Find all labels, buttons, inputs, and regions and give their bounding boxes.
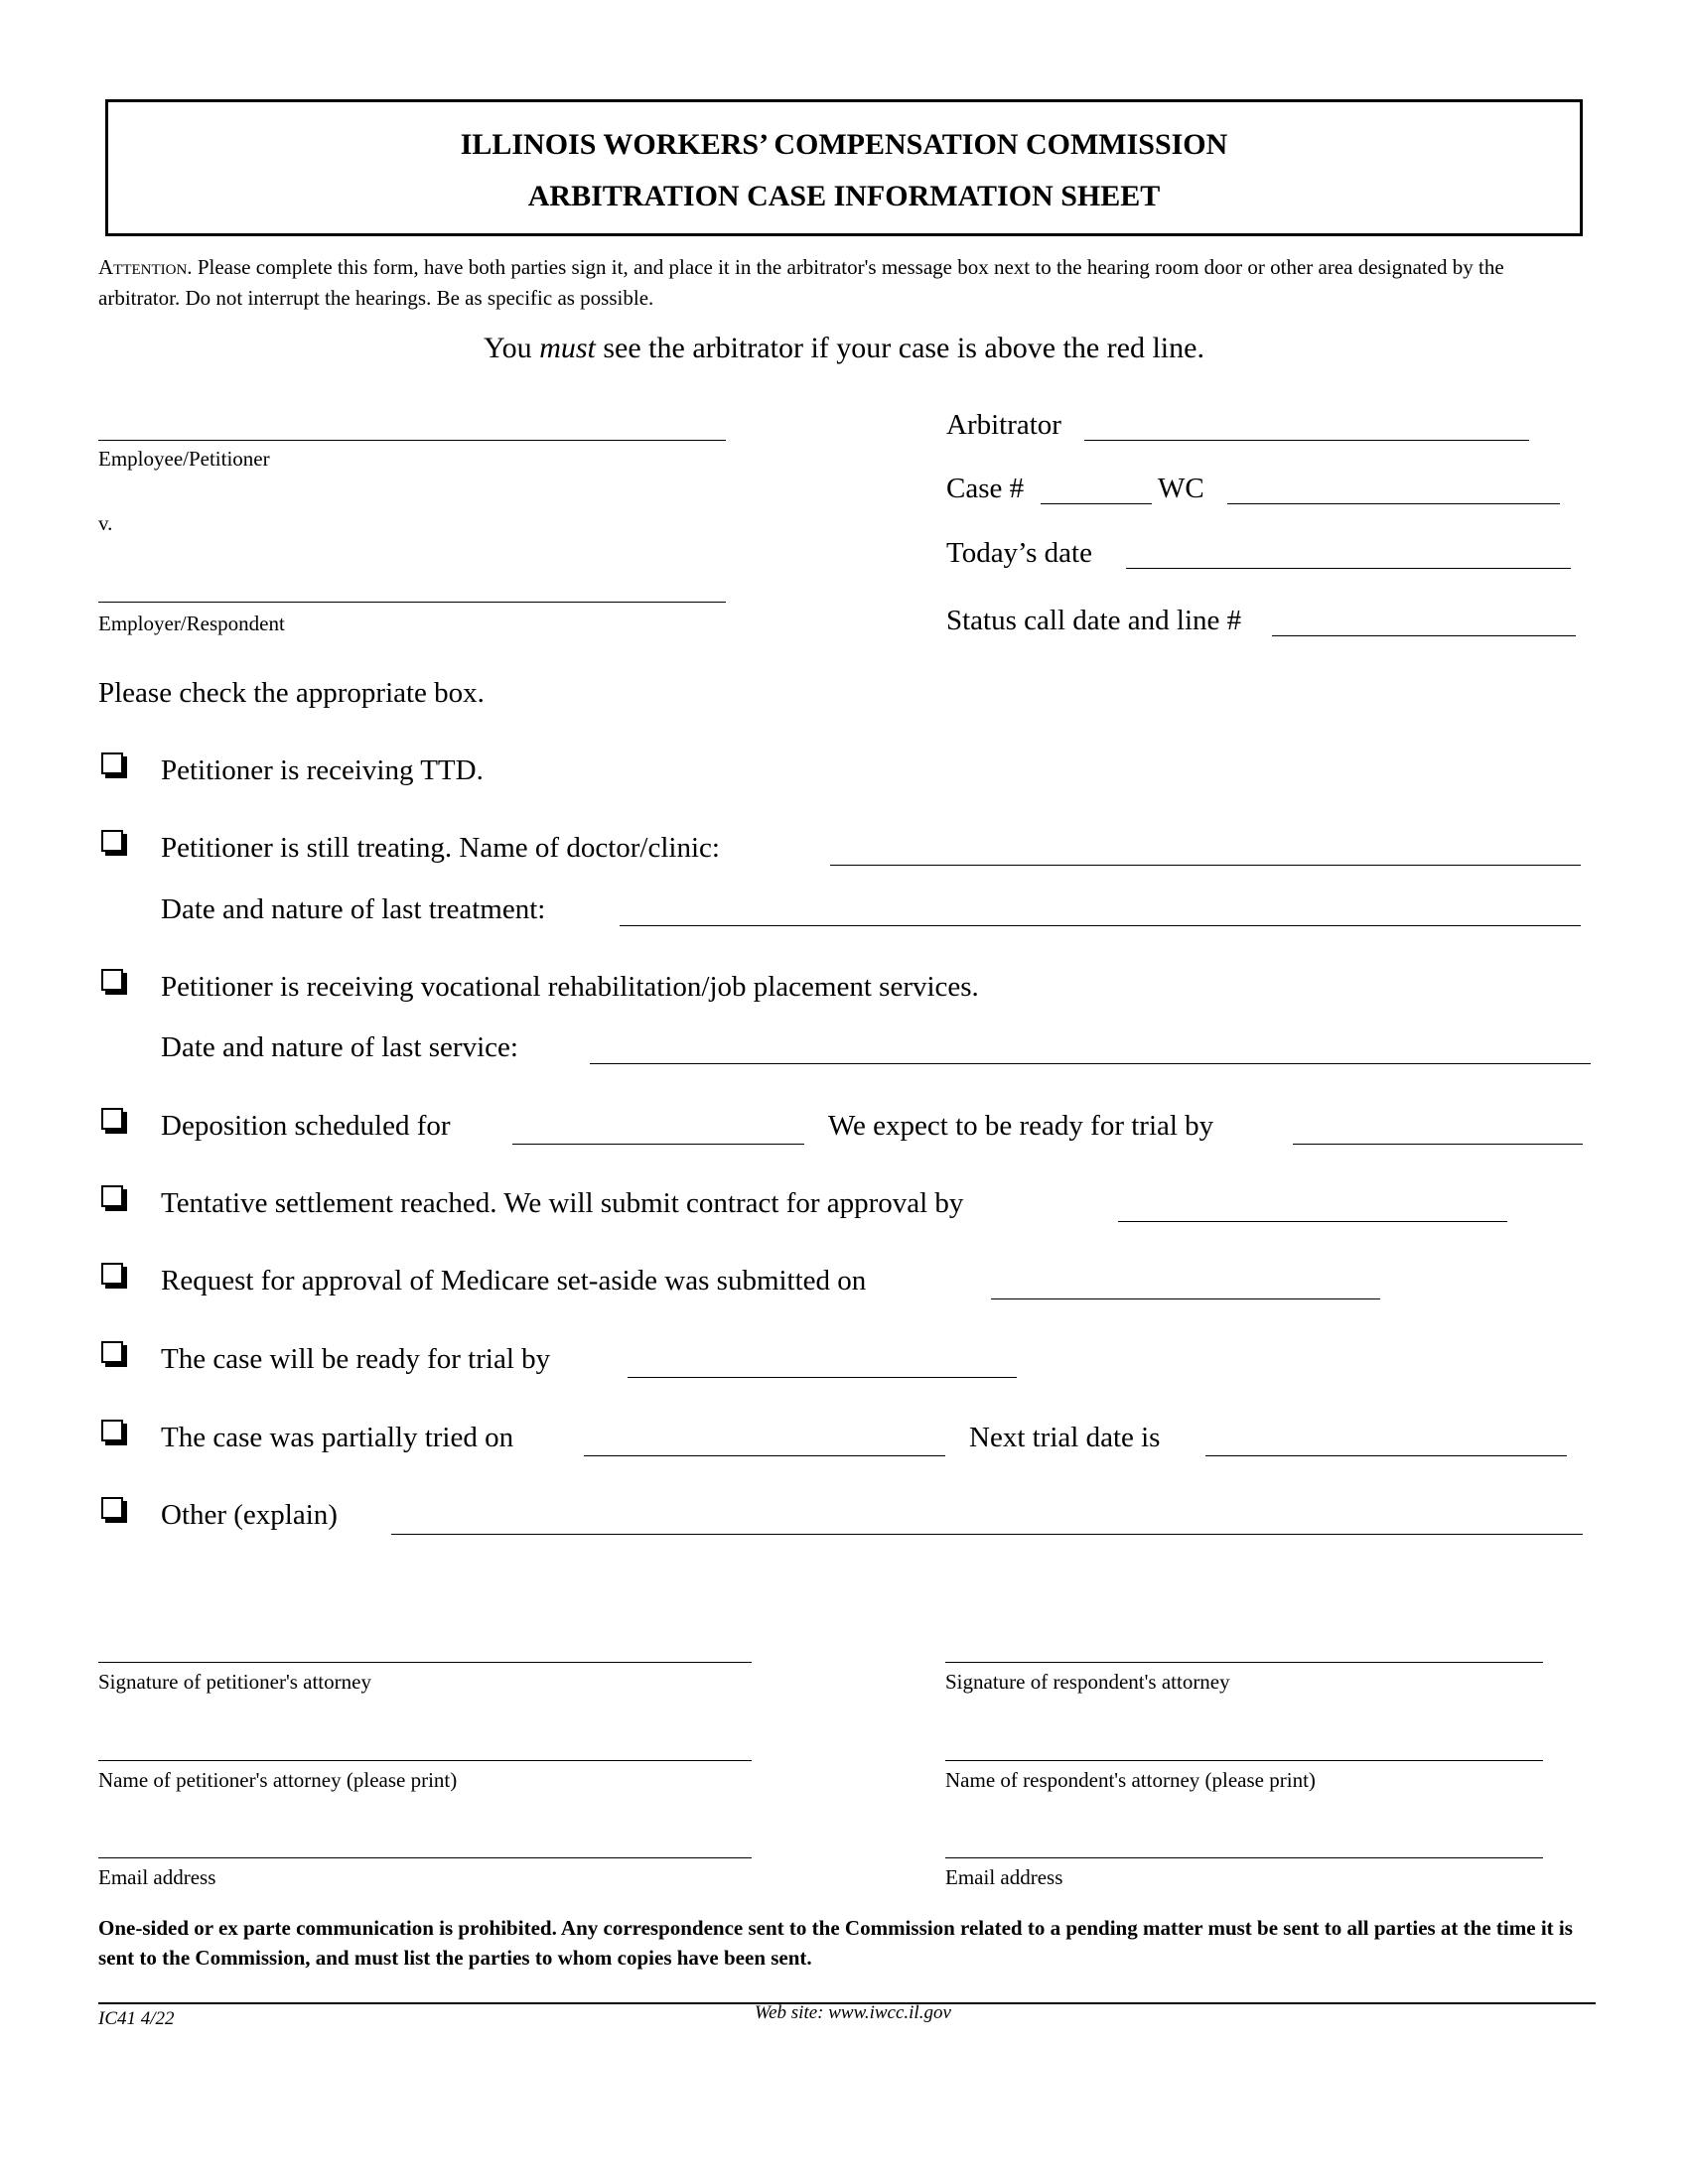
ready-trial-input-line[interactable]: [628, 1377, 1017, 1378]
expect-ready-label: We expect to be ready for trial by: [828, 1110, 1214, 1142]
employee-label: Employee/Petitioner: [98, 447, 270, 471]
respondent-name-line[interactable]: [945, 1760, 1543, 1761]
red-line-notice: [0, 332, 1688, 365]
other-label: Other (explain): [161, 1499, 338, 1531]
last-treatment-label: Date and nature of last treatment:: [161, 893, 546, 925]
vocational-checkbox[interactable]: [101, 969, 123, 991]
partially-tried-checkbox[interactable]: [101, 1420, 123, 1441]
wc-label: WC: [1158, 473, 1204, 504]
petitioner-signature-label: Signature of petitioner's attorney: [98, 1670, 371, 1694]
expect-ready-input-line[interactable]: [1293, 1144, 1583, 1145]
status-call-label: Status call date and line #: [946, 605, 1242, 636]
ready-trial-checkbox[interactable]: [101, 1341, 123, 1363]
wc-input-line[interactable]: [1227, 503, 1560, 504]
sheet-title: ARBITRATION CASE INFORMATION SHEET: [527, 180, 1161, 212]
respondent-name-label: Name of respondent's attorney (please print): [945, 1768, 1316, 1792]
last-treatment-input-line[interactable]: [620, 925, 1581, 926]
settlement-checkbox[interactable]: [101, 1185, 123, 1207]
next-trial-label: Next trial date is: [969, 1422, 1161, 1453]
partially-tried-label: The case was partially tried on: [161, 1422, 514, 1453]
respondent-signature-line[interactable]: [945, 1662, 1543, 1663]
petitioner-signature-line[interactable]: [98, 1662, 752, 1663]
notice-before: You: [484, 332, 532, 364]
status-call-input-line[interactable]: [1272, 635, 1576, 636]
doctor-clinic-input-line[interactable]: [830, 865, 1581, 866]
other-checkbox[interactable]: [101, 1497, 123, 1519]
partially-tried-input-line[interactable]: [584, 1455, 945, 1456]
deposition-label: Deposition scheduled for: [161, 1110, 451, 1142]
arbitrator-input-line[interactable]: [1084, 440, 1529, 441]
notice-after: see the arbitrator if your case is above the red line.: [603, 332, 1204, 364]
medicare-checkbox[interactable]: [101, 1263, 123, 1285]
petitioner-name-line[interactable]: [98, 1760, 752, 1761]
employer-label: Employer/Respondent: [98, 612, 285, 635]
todays-date-input-line[interactable]: [1126, 568, 1571, 569]
notice-emphasis: must: [539, 332, 596, 364]
next-trial-input-line[interactable]: [1205, 1455, 1567, 1456]
settlement-date-input-line[interactable]: [1118, 1221, 1507, 1222]
settlement-label: Tentative settlement reached. We will submit contract for approval by: [161, 1187, 964, 1219]
case-number-label: Case #: [946, 473, 1025, 504]
ttd-label: Petitioner is receiving TTD.: [161, 754, 484, 786]
last-service-label: Date and nature of last service:: [161, 1031, 518, 1063]
ready-trial-label: The case will be ready for trial by: [161, 1343, 551, 1375]
respondent-email-line[interactable]: [945, 1857, 1543, 1858]
respondent-signature-label: Signature of respondent's attorney: [945, 1670, 1230, 1694]
title-box: [105, 99, 1583, 236]
last-service-input-line[interactable]: [590, 1063, 1591, 1064]
attention-text: Please complete this form, have both parties sign it, and place it in the arbitrator's message box next to the hearing room door or other area designated by the arbitrator. Do not interrupt the hearings. Be as specific as possible.: [98, 255, 1504, 310]
vocational-label: Petitioner is receiving vocational rehabilitation/job placement services.: [161, 971, 979, 1003]
todays-date-label: Today’s date: [946, 537, 1092, 569]
respondent-email-label: Email address: [945, 1865, 1063, 1889]
ttd-checkbox[interactable]: [101, 752, 123, 774]
website: Web site: www.iwcc.il.gov: [755, 2002, 951, 2023]
treating-checkbox[interactable]: [101, 830, 123, 852]
deposition-date-input-line[interactable]: [512, 1144, 804, 1145]
employee-input-line[interactable]: [98, 440, 726, 441]
commission-title: ILLINOIS WORKERS’ COMPENSATION COMMISSION: [460, 128, 1228, 161]
attention-paragraph: [98, 252, 1588, 314]
petitioner-name-label: Name of petitioner's attorney (please print): [98, 1768, 458, 1792]
employer-input-line[interactable]: [98, 602, 726, 603]
versus-label: v.: [98, 511, 113, 535]
petitioner-email-label: Email address: [98, 1865, 216, 1889]
case-number-input-line[interactable]: [1041, 503, 1152, 504]
attention-label: Attention.: [98, 255, 193, 279]
medicare-label: Request for approval of Medicare set-aside was submitted on: [161, 1265, 867, 1297]
form-id: IC41 4/22: [98, 2008, 175, 2029]
arbitrator-label: Arbitrator: [946, 409, 1061, 441]
treating-label: Petitioner is still treating. Name of doctor/clinic:: [161, 832, 720, 864]
other-explain-input-line[interactable]: [391, 1534, 1583, 1535]
petitioner-email-line[interactable]: [98, 1857, 752, 1858]
medicare-date-input-line[interactable]: [991, 1298, 1380, 1299]
check-prompt: Please check the appropriate box.: [98, 677, 485, 709]
ex-parte-warning: One-sided or ex parte communication is prohibited. Any correspondence sent to the Commission related to a pending matter must be sent to all parties at the time it is sent to the Commission, and must list the parties to whom copies have been sent.: [98, 1916, 1573, 1970]
deposition-checkbox[interactable]: [101, 1108, 123, 1130]
